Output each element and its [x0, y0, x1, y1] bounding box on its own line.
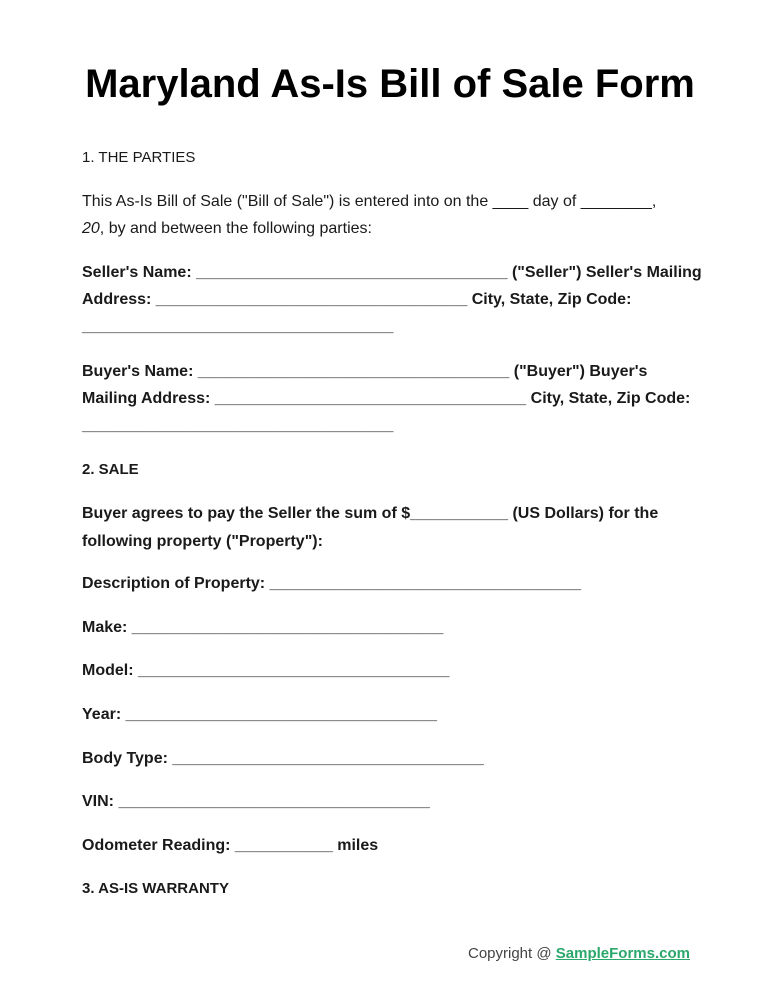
section-heading-parties: 1. THE PARTIES: [82, 149, 196, 166]
brand-link[interactable]: SampleForms.com: [555, 945, 690, 962]
section-heading-sale: 2. SALE: [82, 461, 139, 478]
seller-city-state-zip-field: ___________________________________: [82, 318, 394, 335]
parties-intro-line-2: [82, 220, 372, 238]
model-field: Model: ___________________________________: [82, 662, 450, 679]
vin-field: VIN: ___________________________________: [82, 793, 430, 810]
buyer-name-field: Buyer's Name: ___________________________________ ("Buyer") Buyer's: [82, 363, 648, 380]
odometer-field: Odometer Reading: ___________ miles: [82, 837, 379, 854]
seller-name-field: Seller's Name: ___________________________________ ("Seller") Seller's Mailing: [82, 264, 702, 281]
intro-line-2-rest: , by and between the following parties:: [99, 220, 372, 237]
section-heading-warranty: 3. AS-IS WARRANTY: [82, 880, 229, 897]
description-field: Description of Property: ___________________________________: [82, 575, 582, 592]
buyer-address-field: Mailing Address: ___________________________________ City, State, Zip Code:: [82, 390, 691, 407]
body-type-field: Body Type: ___________________________________: [82, 750, 484, 767]
copyright-footer: [468, 945, 690, 962]
sale-payment-line-2: following property ("Property"):: [82, 533, 323, 550]
copyright-prefix: Copyright @: [468, 945, 556, 962]
seller-address-field: Address: ___________________________________ City, State, Zip Code:: [82, 291, 632, 308]
intro-year: 20: [82, 220, 100, 237]
buyer-city-state-zip-field: ___________________________________: [82, 417, 394, 434]
sale-payment-line-1: Buyer agrees to pay the Seller the sum of $___________ (US Dollars) for the: [82, 505, 659, 522]
document-title: Maryland As-Is Bill of Sale Form: [85, 62, 695, 106]
parties-intro-line-1: This As-Is Bill of Sale ("Bill of Sale") is entered into on the ____ day of ________,: [82, 193, 657, 210]
make-field: Make: ___________________________________: [82, 619, 444, 636]
year-field: Year: ___________________________________: [82, 706, 438, 723]
